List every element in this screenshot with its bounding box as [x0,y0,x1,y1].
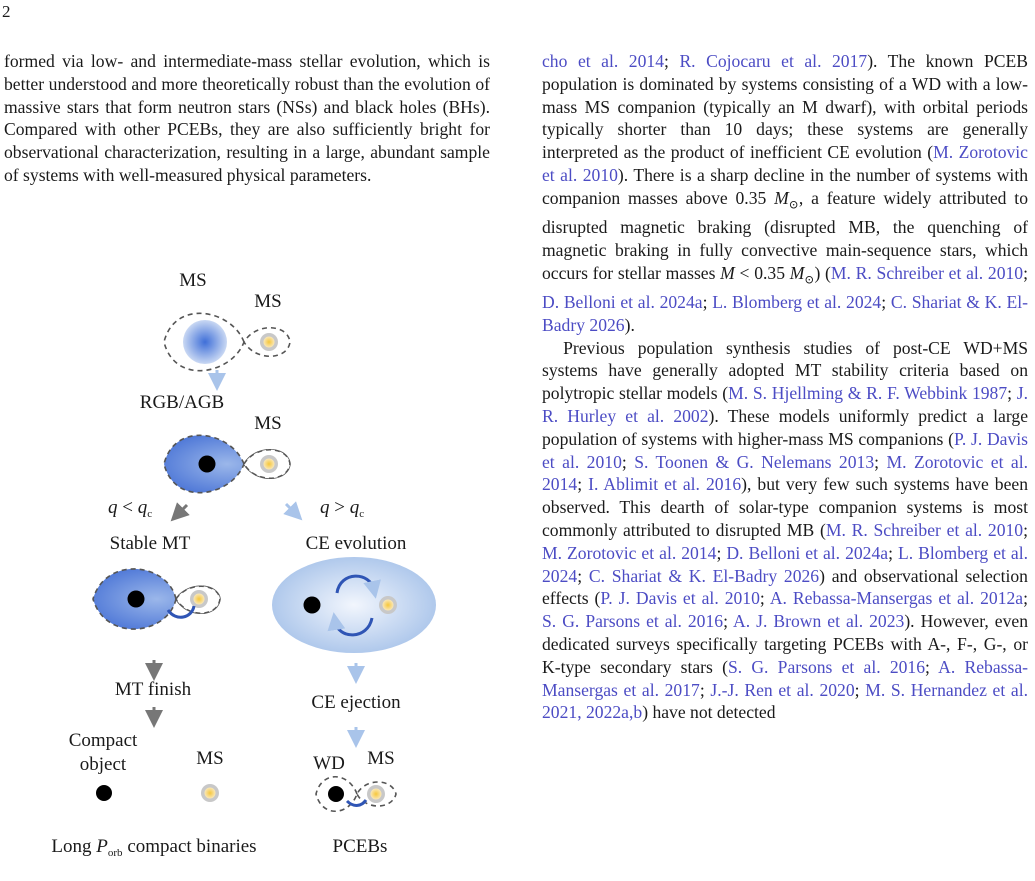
citation-link[interactable]: J.-J. Ren et al. 2020 [710,679,855,700]
white-dwarf-dot [328,786,344,802]
math-subscript: ⊙ [804,272,815,287]
citation-link[interactable]: M. R. Schreiber et al. 2010 [830,262,1024,283]
compact-label-2: object [79,754,127,775]
body-text: ) have not detected [642,702,776,723]
citation-link[interactable]: M. Zorotovic et al. 2014 [542,451,1029,495]
citation-link[interactable]: S. G. Parsons et al. 2016 [727,656,926,677]
citation-link[interactable]: L. Blomberg et al. 2024 [712,292,882,312]
body-text: ) and observational selection effects ( [542,565,1028,609]
math-subscript: ⊙ [788,197,799,212]
citation-link[interactable]: A. Rebassa-Mansergas et al. 2012a [769,588,1024,609]
math-symbol: M [720,262,735,283]
body-text: , a feature widely attributed to disrupted magnetic braking (disrupted MB, the quenching of magnetic braking in fully convective main-sequence stars, which occurs for stellar masses [542,187,1028,283]
body-text: ; [716,542,727,563]
math-symbol: M [789,262,805,283]
citation-link[interactable]: P. J. Davis et al. 2010 [600,588,760,609]
citation-link[interactable]: M. R. Schreiber et al. 2010 [825,519,1024,540]
citation-link[interactable]: M. Zorotovic et al. 2014 [542,542,717,563]
body-text: ; [1023,519,1028,540]
top-companion-star [264,337,275,348]
right-final-ms-label: MS [367,748,395,769]
citation-link[interactable]: S. Toonen & G. Nelemans 2013 [634,451,875,472]
giant-label: RGB/AGB [139,392,225,413]
left-final-ms-star [205,788,216,799]
body-text: ; [664,51,680,71]
body-text: ; [621,451,635,472]
body-text: ; [925,656,939,677]
stable-mt-companion-star [194,594,205,605]
common-envelope [272,557,436,653]
giant-core [199,456,216,473]
body-text: < 0.35 [734,262,790,283]
body-text: ; [759,588,770,609]
ce-ejection-label: CE ejection [311,692,401,713]
citation-link[interactable]: cho et al. 2014 [542,51,664,71]
ce-core [304,597,321,614]
citation-link[interactable]: C. Shariat & K. El-Badry 2026 [588,565,820,586]
arrow-branch-right [286,504,296,514]
top-primary-star [183,320,227,364]
binary-evolution-figure [40,258,440,863]
body-text: ; [1023,262,1028,283]
left-column [4,50,490,187]
body-text: ; [577,565,589,586]
left-final-ms-label: MS [196,748,224,769]
arrow-branch-left [177,505,187,515]
body-text: ; [881,292,891,312]
body-text: ; [854,679,866,700]
body-text: ) ( [814,262,831,283]
body-text: ; [888,542,898,563]
body-text: ). There is a sharp decline in the number of systems with companion masses above 0.35 [542,164,1029,208]
condition-stable: $q < q_c$ [108,497,153,520]
math-symbol: M [774,187,789,208]
compact-label-1: Compact [68,730,138,751]
ce-evolution-title: CE evolution [305,533,407,554]
body-text: ; [702,292,713,312]
stable-mt-title: Stable MT [109,533,191,554]
body-text: ). [624,314,635,335]
ce-companion-star [383,600,394,611]
compact-object-dot [96,785,112,801]
citation-link[interactable]: P. J. Davis et al. 2010 [542,428,1028,472]
citation-link[interactable]: D. Belloni et al. 2024a [726,542,889,563]
citation-link[interactable]: A. Rebassa-Mansergas et al. 2017 [542,656,1029,700]
condition-ce: $q > q_c$ [320,497,365,520]
citation-link[interactable]: D. Belloni et al. 2024a [542,292,703,312]
body-text: ), but very few such systems have been observed. This dearth of solar-type companion systems is most commonly attributed to disrupted MB ( [542,474,1028,540]
citation-link[interactable]: M. S. Hjellming & R. F. Webbink 1987 [728,383,1008,404]
body-text: Previous population synthesis studies of post-CE WD+MS systems have generally adopted MT stability criteria based on polytropic stellar models ( [542,337,1028,404]
body-text: ; [699,679,711,700]
citation-link[interactable]: L. Blomberg et al. 2024 [542,542,1028,586]
citation-link[interactable]: C. Shariat & K. El-Badry 2026 [542,292,1028,335]
page-number: 2 [2,2,11,21]
right-paragraph-1 [542,50,1028,337]
pceb-ms-star [371,789,382,800]
body-text: ). These models uniformly predict a large population of systems with higher-mass MS companions ( [542,405,1029,449]
right-paragraph-2 [542,337,1028,725]
left-paragraph: formed via low- and intermediate-mass stellar evolution, which is better understood and more theoretically robust than the evolution of massive stars that form neutron stars (NSs) and black holes (BHs). Compared with other PCEBs, they are also sufficiently bright for observational characterization, resulting in a large, abundant sample of systems with well-measured physical parameters. [4,51,490,185]
mt-finish-label: MT finish [114,679,192,700]
second-companion-label: MS [254,413,282,434]
body-text: ). However, even dedicated surveys specifically targeting PCEBs with A-, F-, G-, or K-type secondary stars ( [542,611,1028,677]
right-caption: PCEBs [332,836,388,857]
right-column [542,50,1028,724]
body-text: ; [1007,383,1017,404]
left-caption: Long $P_{orb}$ compact binaries [51,836,257,859]
citation-link[interactable]: J. R. Hurley et al. 2002 [542,383,1028,426]
body-text: ; [577,474,589,495]
citation-link[interactable]: M. Zorotovic et al. 2010 [542,142,1028,185]
second-companion-star [264,459,275,470]
body-text: ; [874,451,887,472]
citation-link[interactable]: I. Ablimit et al. 2016 [588,474,742,495]
citation-link[interactable]: R. Cojocaru et al. 2017 [679,51,868,71]
body-text: ). The known PCEB population is dominated by systems consisting of a WD with a low-mass MS companion (typically an M dwarf), with orbital periods typically shorter than 10 days; these systems are generally interpreted as the product of inefficient CE evolution ( [542,51,1029,163]
citation-link[interactable]: S. G. Parsons et al. 2016 [542,611,724,632]
citation-link[interactable]: M. S. Hernandez et al. 2021, 2022a,b [542,679,1028,723]
wd-label: WD [313,753,345,774]
top-primary-label: MS [179,270,207,291]
stable-mt-core [128,591,145,608]
top-companion-label: MS [254,291,282,312]
citation-link[interactable]: A. J. Brown et al. 2023 [733,611,905,632]
body-text: ; [1023,588,1028,609]
body-text: ; [723,611,734,632]
